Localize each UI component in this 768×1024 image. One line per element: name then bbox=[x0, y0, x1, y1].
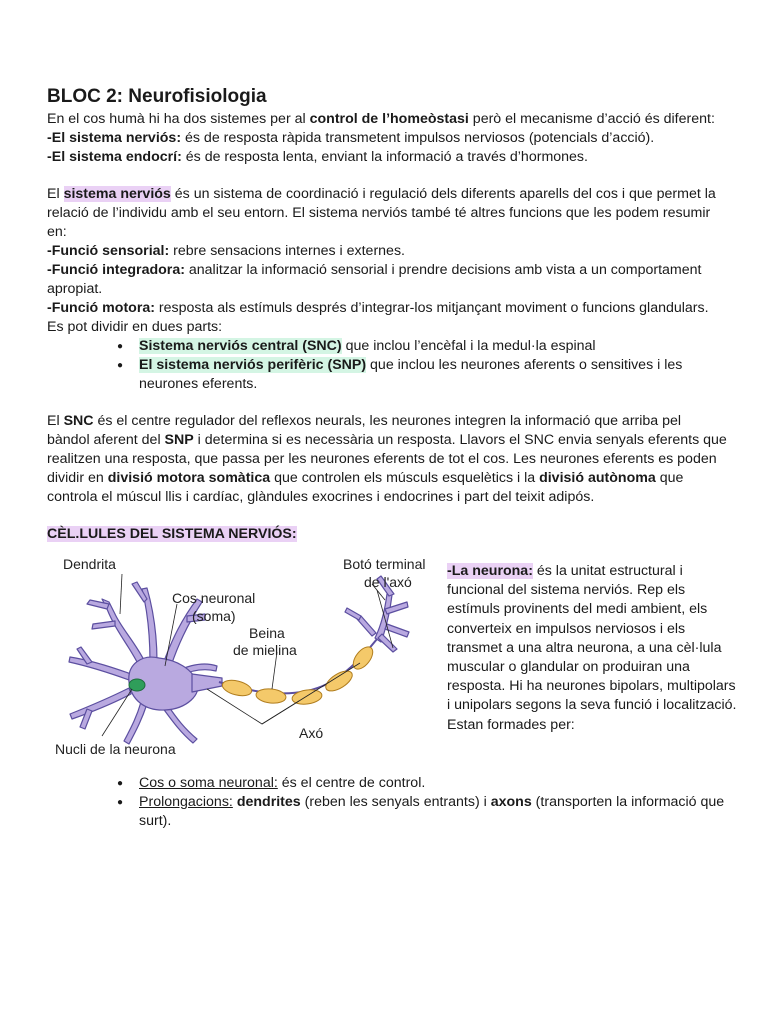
neuron-figure-row bbox=[47, 554, 737, 766]
label-beina: Beina bbox=[249, 625, 285, 641]
text: que controlen els músculs esquelètics i la bbox=[270, 470, 540, 486]
list-item bbox=[139, 337, 727, 356]
dendrite-branch bbox=[92, 621, 115, 629]
label-soma: (soma) bbox=[192, 608, 236, 624]
text: que inclou l’encèfal i la medul·la espinal bbox=[341, 338, 596, 354]
snc-paragraph bbox=[47, 412, 727, 507]
underlined-term: Cos o soma neuronal: bbox=[139, 775, 278, 791]
text: és de resposta lenta, enviant la informació a través d’hormones. bbox=[181, 149, 588, 165]
text: és el centre regulador del reflexos neurals, les neurones integren la informació que arriba pel bàndol aferent del bbox=[47, 413, 682, 448]
text: El bbox=[47, 186, 64, 202]
nervous-system-paragraph bbox=[47, 185, 727, 242]
dendrite-branch bbox=[69, 657, 131, 680]
bold-term: -El sistema endocrí: bbox=[47, 149, 182, 165]
spacer bbox=[47, 394, 727, 412]
label-mielina: de mielina bbox=[233, 642, 297, 658]
axon-terminal bbox=[385, 624, 409, 637]
system-endocrine-line bbox=[47, 148, 727, 167]
document-page bbox=[47, 86, 737, 831]
bold-term: -Funció motora: bbox=[47, 300, 155, 316]
text: és un sistema de coordinació i regulació dels diferents aparells del cos i que permet la relació de l’individu amb el seu entorn. El sistema nerviós també té altres funcions que les podem resumir en: bbox=[47, 186, 716, 240]
bold-term: -Funció integradora: bbox=[47, 262, 185, 278]
function-motora bbox=[47, 299, 727, 318]
highlighted-term: El sistema nerviós perifèric (SNP) bbox=[139, 357, 367, 373]
text: i determina si es necessària un resposta. Llavors el SNC envia senyals eferents que realitzen una resposta, que passa per les neurones eferents de tot el cos. Les neurones eferents es poden dividir en bbox=[47, 432, 727, 486]
bold-term: SNP bbox=[164, 432, 194, 448]
highlighted-term: sistema nerviós bbox=[63, 186, 171, 202]
pointer-line bbox=[120, 574, 122, 614]
myelin-segment bbox=[323, 667, 356, 695]
bold-term: -Funció sensorial: bbox=[47, 243, 170, 259]
text: analitzar la informació sensorial i prendre decisions amb vista a un comportament apropiat. bbox=[47, 262, 702, 297]
text: que controla el múscul llis i cardíac, glàndules exocrines i endocrines i part del teixit adipós. bbox=[47, 470, 684, 505]
bold-term: SNC bbox=[63, 413, 94, 429]
spacer bbox=[47, 167, 727, 185]
text: és el centre de control. bbox=[277, 775, 426, 791]
text: és de resposta ràpida transmetent impulsos nerviosos (potencials d’acció). bbox=[181, 130, 655, 146]
parts-intro: Es pot dividir en dues parts: bbox=[47, 319, 223, 335]
function-sensorial bbox=[47, 242, 727, 261]
neuron-parts-list bbox=[47, 774, 727, 831]
text: (reben les senyals entrants) i bbox=[300, 794, 491, 810]
text: és la unitat estructural i funcional del sistema nerviós. Rep els estímuls provinents del medi ambient, els converteix en impulsos nerviosos i els transmet a una altra neurona, a una cèl·lula muscular o glandular on produiran una resposta. Hi ha neurones bipolars, multipolars i unipolars segons la seva funció i localització. Estan formades per: bbox=[447, 563, 737, 733]
text: però el mecanisme d’acció és diferent: bbox=[468, 111, 715, 127]
label-axo: Axó bbox=[299, 725, 324, 741]
neuron-diagram bbox=[47, 554, 442, 766]
heading-text: CÈL.LULES DEL SISTEMA NERVIÓS: bbox=[47, 526, 297, 542]
myelin-segment bbox=[221, 678, 253, 699]
label-nucli: Nucli de la neurona bbox=[55, 741, 176, 757]
intro-paragraph bbox=[47, 110, 727, 129]
myelin-segment bbox=[255, 687, 286, 704]
axon-terminal bbox=[345, 608, 361, 620]
bold-term: -El sistema nerviós: bbox=[47, 130, 182, 146]
label-axo-terminal: de l'axó bbox=[364, 574, 412, 590]
axon-terminal bbox=[378, 634, 397, 652]
label-dendrita: Dendrita bbox=[63, 556, 116, 572]
list-item bbox=[139, 774, 727, 793]
underlined-term: Prolongacions: bbox=[139, 794, 233, 810]
highlighted-term: Sistema nerviós central (SNC) bbox=[139, 338, 342, 354]
label-boto-terminal: Botó terminal bbox=[343, 556, 426, 572]
parts-list bbox=[47, 337, 727, 394]
cells-heading bbox=[47, 525, 727, 544]
page-title: BLOC 2: Neurofisiologia bbox=[47, 86, 267, 107]
spacer bbox=[47, 507, 727, 525]
text: En el cos humà hi ha dos sistemes per al bbox=[47, 111, 310, 127]
myelin-segment bbox=[349, 643, 376, 672]
dendrite-branch bbox=[124, 702, 147, 744]
neuron-paragraph bbox=[447, 562, 739, 735]
text: El bbox=[47, 413, 64, 429]
bold-term: dendrites bbox=[236, 794, 301, 810]
list-item bbox=[139, 793, 727, 831]
list-item bbox=[139, 356, 727, 394]
highlighted-term: -La neurona: bbox=[447, 563, 533, 579]
text: que inclou les neurones aferents o sensitives i les neurones eferents. bbox=[139, 357, 683, 392]
text: rebre sensacions internes i externes. bbox=[169, 243, 405, 259]
text: resposta als estímuls després d’integrar-los mitjançant moviment o funcions glandulars. bbox=[154, 300, 709, 316]
label-cos-neuronal: Cos neuronal bbox=[172, 590, 256, 606]
bold-term: axons bbox=[490, 794, 532, 810]
system-nervous-line bbox=[47, 129, 727, 148]
text: (transporten la informació que surt). bbox=[139, 794, 725, 829]
dendrite-branch bbox=[70, 688, 131, 719]
function-integradora bbox=[47, 261, 727, 299]
bold-term: divisió motora somàtica bbox=[107, 470, 271, 486]
bold-term: divisió autònoma bbox=[539, 470, 656, 486]
bold-term: control de l’homeòstasi bbox=[309, 111, 469, 127]
